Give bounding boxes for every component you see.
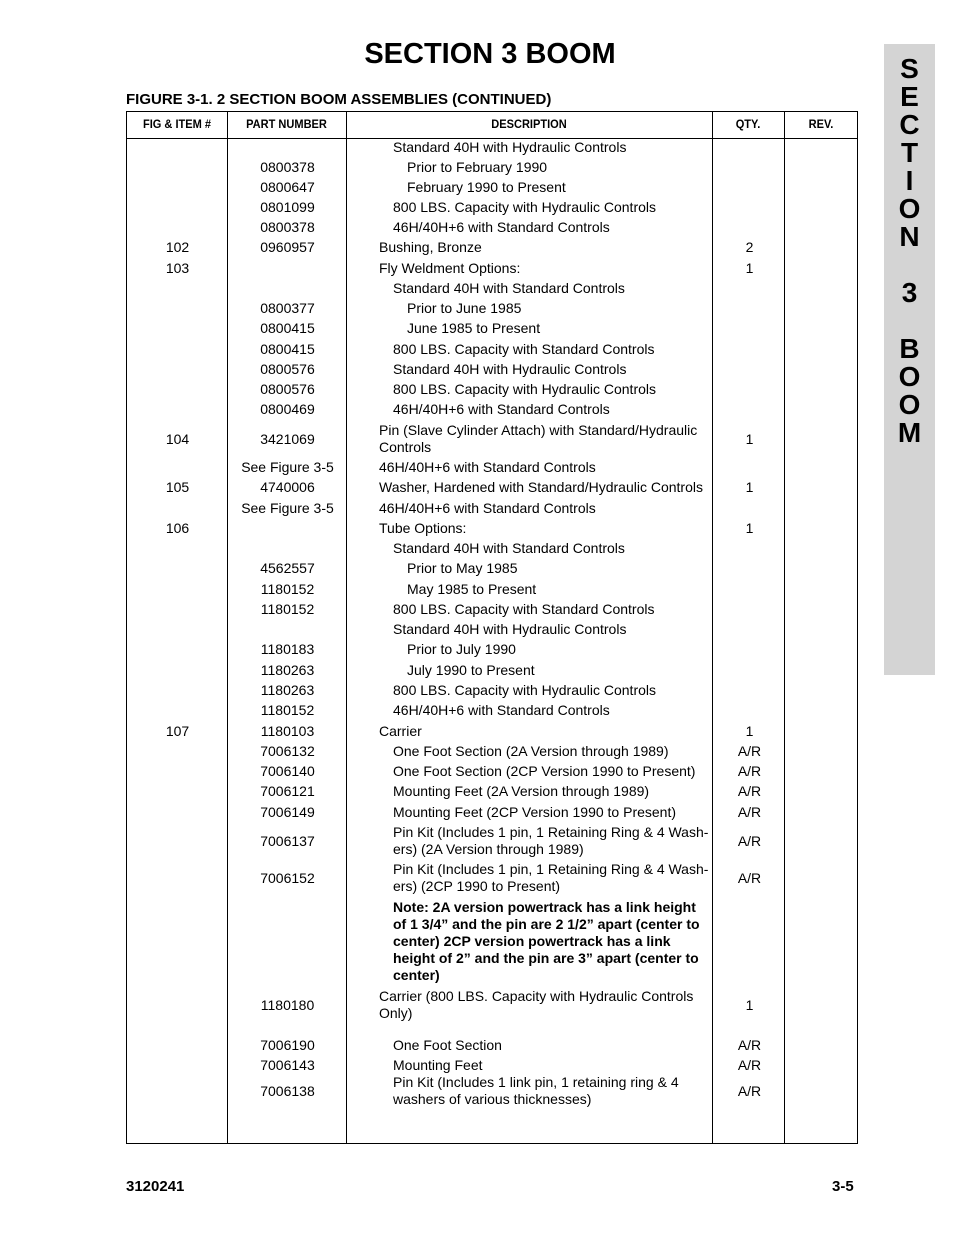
table-row (127, 743, 859, 760)
part-number-cell: 0800377 (260, 300, 315, 316)
description-cell: Mounting Feet (393, 1057, 483, 1073)
part-number-cell: 0800378 (260, 159, 315, 175)
fig-item-cell: 104 (165, 430, 190, 447)
part-number-cell: 7006190 (260, 1037, 315, 1053)
description-cell: 46H/40H+6 with Standard Controls (379, 500, 596, 516)
description-cell: Standard 40H with Standard Controls (393, 280, 625, 296)
qty-cell: A/R (737, 743, 762, 759)
description-cell: Pin (Slave Cylinder Attach) with Standard/Hydraulic Controls (379, 422, 698, 455)
table-row (127, 199, 859, 216)
description-cell: Washer, Hardened with Standard/Hydraulic Controls (379, 479, 703, 495)
description-cell: 800 LBS. Capacity with Hydraulic Controls (393, 199, 657, 215)
part-number-cell: 7006132 (260, 743, 315, 759)
part-number-cell: See Figure 3-5 (241, 459, 334, 475)
header-part-number: PART NUMBER (246, 117, 327, 131)
part-number-cell: 1180263 (260, 682, 315, 698)
description-cell: Mounting Feet (2A Version through 1989) (393, 783, 650, 799)
table-row (127, 723, 859, 740)
part-number-cell: 1180263 (260, 662, 315, 678)
part-number-cell: 0800647 (260, 179, 315, 195)
table-row (127, 1057, 859, 1074)
description-cell: Standard 40H with Standard Controls (393, 540, 625, 556)
qty-cell: 1 (745, 723, 754, 739)
table-row (127, 479, 859, 496)
description-cell: Prior to May 1985 (407, 560, 518, 576)
description-cell: Prior to July 1990 (407, 641, 516, 657)
qty-cell: 1 (745, 996, 754, 1013)
side-tab-letter: S (900, 53, 919, 84)
qty-cell: 1 (745, 520, 754, 536)
description-cell: Prior to February 1990 (407, 159, 548, 175)
description-cell: Tube Options: (379, 520, 467, 536)
table-row (127, 381, 859, 398)
side-tab-letter: E (900, 81, 919, 112)
side-tab-letter: T (900, 137, 919, 168)
table-row (127, 361, 859, 378)
part-number-cell: 7006143 (260, 1057, 315, 1073)
table-row (127, 520, 859, 537)
fig-item-cell: 105 (165, 479, 190, 495)
table-row (127, 804, 859, 821)
table-row (127, 159, 859, 176)
table-row (127, 682, 859, 699)
table-row (127, 422, 859, 456)
description-cell: Mounting Feet (2CP Version 1990 to Present) (393, 804, 677, 820)
side-tab-letter: C (899, 109, 920, 140)
part-number-cell: 4740006 (260, 479, 315, 495)
header-rev: REV. (808, 117, 834, 131)
qty-cell: A/R (737, 1057, 762, 1073)
description-cell: February 1990 to Present (407, 179, 566, 195)
description-cell: One Foot Section (2CP Version 1990 to Present) (393, 763, 696, 779)
description-cell: July 1990 to Present (407, 662, 535, 678)
page-number: 3-5 (832, 1178, 854, 1195)
header-description: DESCRIPTION (491, 117, 567, 131)
table-row (127, 260, 859, 277)
table-row (127, 219, 859, 236)
side-tab-letter: B (899, 333, 920, 364)
table-row (127, 702, 859, 719)
qty-cell: A/R (737, 1082, 762, 1099)
description-cell: 800 LBS. Capacity with Hydraulic Controls (393, 682, 657, 698)
table-row (127, 601, 859, 618)
table-row (127, 459, 859, 476)
qty-cell: A/R (737, 804, 762, 820)
part-number-cell: 0800576 (260, 381, 315, 397)
description-cell: Carrier (800 LBS. Capacity with Hydraulic Controls Only) (379, 988, 694, 1021)
description-cell: 46H/40H+6 with Standard Controls (393, 702, 610, 718)
description-cell: 46H/40H+6 with Standard Controls (393, 401, 610, 417)
table-row (127, 139, 859, 156)
part-number-cell: 3421069 (260, 430, 315, 447)
description-cell: 46H/40H+6 with Standard Controls (393, 219, 610, 235)
description-cell: 46H/40H+6 with Standard Controls (379, 459, 596, 475)
part-number-cell: 7006152 (260, 869, 315, 886)
table-row (127, 280, 859, 297)
description-cell: Pin Kit (Includes 1 link pin, 1 retaining ring & 4 washers of various thicknesses) (393, 1074, 679, 1107)
qty-cell: A/R (737, 763, 762, 779)
description-cell: Standard 40H with Hydraulic Controls (393, 361, 627, 377)
part-number-cell: 1180152 (260, 702, 315, 718)
part-number-cell: 4562557 (260, 560, 315, 576)
side-tab-letter: O (898, 389, 921, 420)
qty-cell: A/R (737, 869, 762, 886)
section-title: SECTION 3 BOOM (364, 38, 616, 70)
part-number-cell: 1180152 (260, 581, 315, 597)
side-tab-letter: O (898, 193, 921, 224)
side-tab-letter: O (898, 361, 921, 392)
part-number-cell: 0800469 (260, 401, 315, 417)
table-row (127, 540, 859, 557)
table-row (127, 1074, 859, 1108)
description-cell: 800 LBS. Capacity with Standard Controls (393, 341, 655, 357)
table-row (127, 179, 859, 196)
section-side-tab (884, 44, 935, 675)
part-number-cell: 7006140 (260, 763, 315, 779)
table-row (127, 341, 859, 358)
side-tab-letter: M (897, 417, 922, 448)
description-cell: Note: 2A version powertrack has a link height of 1 3/4” and the pin are 2 1/2” apart (center to center) 2CP version powertrack has a link height of 2” and the pin are 3” apart (center to center) (393, 899, 700, 983)
part-number-cell: 1180152 (260, 601, 315, 617)
qty-cell: 1 (745, 430, 754, 447)
part-number-cell: 7006149 (260, 804, 315, 820)
header-fig-item: FIG & ITEM # (142, 117, 212, 131)
part-number-cell: 7006137 (260, 832, 315, 849)
table-row (127, 1037, 859, 1054)
description-cell: Standard 40H with Hydraulic Controls (393, 621, 627, 637)
part-number-cell: 7006121 (260, 783, 315, 799)
table-row (127, 239, 859, 256)
qty-cell: 1 (745, 260, 754, 276)
table-row (127, 560, 859, 577)
table-row (127, 824, 859, 858)
description-cell: Standard 40H with Hydraulic Controls (393, 139, 627, 155)
document-number: 3120241 (126, 1178, 185, 1195)
part-number-cell: 0801099 (260, 199, 315, 215)
part-number-cell: 0800415 (260, 341, 315, 357)
table-row (127, 641, 859, 658)
description-cell: Pin Kit (Includes 1 pin, 1 Retaining Ring & 4 Wash-ers) (2A Version through 1989) (393, 824, 709, 857)
part-number-cell: 1180183 (260, 641, 315, 657)
table-row (127, 662, 859, 679)
description-cell: Prior to June 1985 (407, 300, 522, 316)
qty-cell: 2 (745, 239, 754, 255)
part-number-cell: 0800378 (260, 219, 315, 235)
fig-item-cell: 107 (165, 723, 190, 739)
part-number-cell: 1180180 (260, 996, 315, 1013)
description-cell: 800 LBS. Capacity with Standard Controls (393, 601, 655, 617)
table-row (127, 300, 859, 317)
qty-cell: A/R (737, 1037, 762, 1053)
qty-cell: A/R (737, 783, 762, 799)
table-row (127, 500, 859, 517)
description-cell: Carrier (379, 723, 422, 739)
table-row (127, 581, 859, 598)
table-row (127, 621, 859, 638)
fig-item-cell: 106 (165, 520, 190, 536)
figure-title: FIGURE 3-1. 2 SECTION BOOM ASSEMBLIES (CONTINUED) (126, 91, 552, 108)
description-cell: One Foot Section (2A Version through 1989) (393, 743, 669, 759)
header-qty: QTY. (735, 117, 761, 131)
table-row (127, 320, 859, 337)
table-row (127, 763, 859, 780)
description-cell: 800 LBS. Capacity with Hydraulic Controls (393, 381, 657, 397)
side-tab-letter: I (905, 165, 914, 196)
table-row (127, 401, 859, 418)
fig-item-cell: 102 (165, 239, 190, 255)
table-row (127, 861, 859, 895)
qty-cell: A/R (737, 832, 762, 849)
table-row (127, 783, 859, 800)
description-cell: Pin Kit (Includes 1 pin, 1 Retaining Ring & 4 Wash-ers) (2CP 1990 to Present) (393, 861, 709, 894)
side-tab-letter: N (899, 221, 920, 252)
part-number-cell: 0800415 (260, 320, 315, 336)
parts-table (126, 111, 858, 1144)
description-cell: June 1985 to Present (407, 320, 541, 336)
description-cell: Bushing, Bronze (379, 239, 482, 255)
fig-item-cell: 103 (165, 260, 190, 276)
qty-cell: 1 (745, 479, 754, 495)
description-cell: One Foot Section (393, 1037, 502, 1053)
description-cell: May 1985 to Present (407, 581, 537, 597)
part-number-cell: 0960957 (260, 239, 315, 255)
part-number-cell: 0800576 (260, 361, 315, 377)
table-row (127, 899, 859, 984)
table-row (127, 988, 859, 1022)
part-number-cell: 1180103 (260, 723, 315, 739)
part-number-cell: See Figure 3-5 (241, 500, 334, 516)
description-cell: Fly Weldment Options: (379, 260, 521, 276)
part-number-cell: 7006138 (260, 1082, 315, 1099)
side-tab-letter: 3 (901, 277, 918, 308)
